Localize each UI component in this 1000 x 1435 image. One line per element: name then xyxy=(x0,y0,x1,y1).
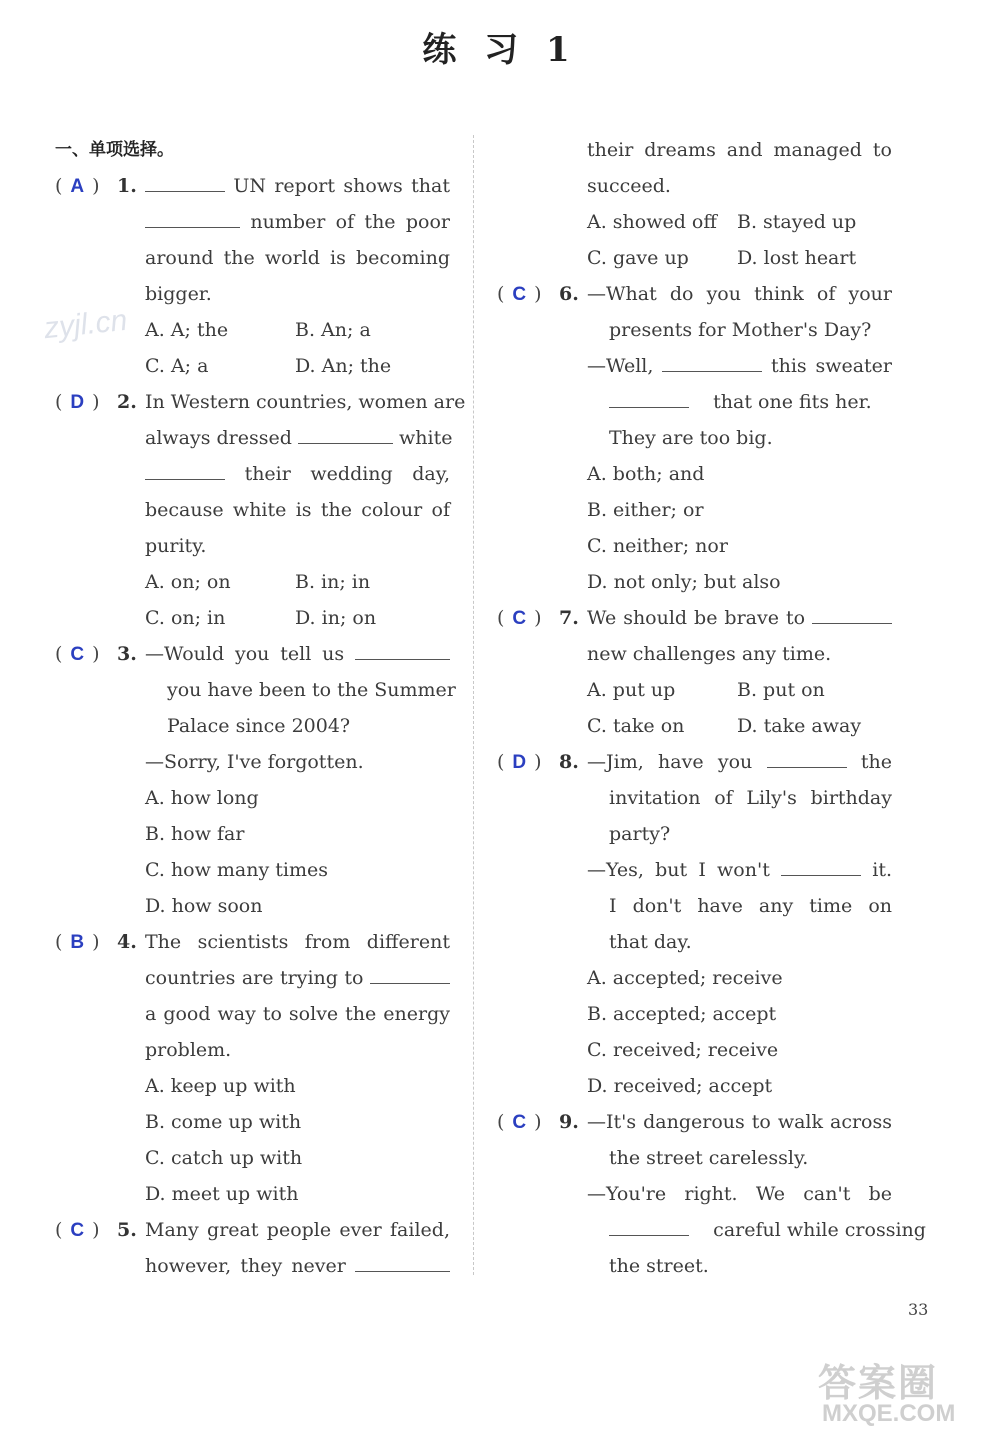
answer-bracket: ( C ) xyxy=(55,1219,100,1241)
question-text: invitation of Lily's birthday xyxy=(609,787,892,809)
question-9 xyxy=(497,1104,897,1140)
right-column xyxy=(497,132,926,1284)
question-text: around the world is becoming xyxy=(145,247,450,269)
option: C. received; receive xyxy=(587,1039,779,1061)
answer-4: B xyxy=(70,932,85,953)
answer-bracket: ( C ) xyxy=(497,283,542,305)
blank xyxy=(767,766,847,768)
blank xyxy=(609,406,689,408)
question-text: —Well, xyxy=(587,355,654,377)
option: C. catch up with xyxy=(145,1147,303,1169)
option: B. how far xyxy=(145,823,245,845)
question-text: white xyxy=(399,427,453,449)
answer-2: D xyxy=(70,392,85,413)
answer-bracket: ( B ) xyxy=(55,931,100,953)
question-number: 7. xyxy=(559,607,579,629)
answer-bracket: ( D ) xyxy=(55,391,100,413)
question-3 xyxy=(55,636,455,672)
question-text: —Jim, have you xyxy=(587,751,753,773)
question-2 xyxy=(55,384,466,420)
question-text: We should be brave to xyxy=(587,607,806,629)
answer-7: C xyxy=(512,608,527,629)
question-text: The scientists from different xyxy=(145,931,450,953)
left-column xyxy=(55,132,466,1284)
option: C. neither; nor xyxy=(587,535,728,557)
option: B. either; or xyxy=(587,499,704,521)
question-text: I don't have any time on xyxy=(609,895,892,917)
question-8 xyxy=(497,744,897,780)
question-text: problem. xyxy=(145,1039,232,1061)
question-text: that one fits her. xyxy=(713,391,872,413)
option: A. both; and xyxy=(587,463,705,485)
question-text: that day. xyxy=(609,931,692,953)
question-text: the street. xyxy=(609,1255,709,1277)
option: D. how soon xyxy=(145,895,263,917)
question-text: presents for Mother's Day? xyxy=(609,319,872,341)
answer-6: C xyxy=(512,284,527,305)
question-text: In Western countries, women are xyxy=(145,391,466,413)
answer-8: D xyxy=(512,752,527,773)
answer-3: C xyxy=(70,644,85,665)
blank xyxy=(355,658,450,660)
question-text: careful while crossing xyxy=(713,1219,926,1241)
question-text: —You're right. We can't be xyxy=(587,1183,892,1205)
question-text: bigger. xyxy=(145,283,212,305)
option: A. put up xyxy=(587,679,676,701)
question-text: —Yes, but I won't xyxy=(587,859,770,881)
answer-5: C xyxy=(70,1220,85,1241)
option: A. accepted; receive xyxy=(587,967,783,989)
question-text: countries are trying to xyxy=(145,967,364,989)
watermark-zyjl: zyjl.cn xyxy=(42,303,129,346)
answer-bracket: ( D ) xyxy=(497,751,542,773)
blank xyxy=(355,1270,450,1272)
question-text: always dressed xyxy=(145,427,292,449)
question-4 xyxy=(55,924,455,960)
question-text: however, they never xyxy=(145,1255,346,1277)
option: B. An; a xyxy=(295,319,371,341)
question-1 xyxy=(55,168,455,204)
question-text: their dreams and managed to xyxy=(587,139,892,161)
question-text: —Sorry, I've forgotten. xyxy=(145,751,364,773)
option: A. how long xyxy=(145,787,259,809)
question-text: —It's dangerous to walk across xyxy=(587,1111,892,1133)
option: D. not only; but also xyxy=(587,571,781,593)
option: D. received; accept xyxy=(587,1075,773,1097)
option: A. showed off xyxy=(587,211,717,233)
option: D. in; on xyxy=(295,607,377,629)
option: B. accepted; accept xyxy=(587,1003,777,1025)
blank xyxy=(609,1234,689,1236)
column-divider xyxy=(473,135,474,1275)
option: B. stayed up xyxy=(737,211,857,233)
question-7 xyxy=(497,600,897,636)
option: A. keep up with xyxy=(145,1075,296,1097)
answer-bracket: ( A ) xyxy=(55,175,100,197)
page-title: 练 习 1 xyxy=(422,30,578,70)
blank xyxy=(145,226,240,228)
option: C. on; in xyxy=(145,607,226,629)
question-text: the xyxy=(860,751,892,773)
answer-9: C xyxy=(512,1112,527,1133)
question-number: 5. xyxy=(117,1219,137,1241)
option: A. on; on xyxy=(145,571,231,593)
blank xyxy=(145,478,225,480)
question-text: it. xyxy=(872,859,893,881)
question-text: UN report shows that xyxy=(233,175,450,197)
question-text: number of the poor xyxy=(250,211,450,233)
question-text: a good way to solve the energy xyxy=(145,1003,450,1025)
question-text: —What do you think of your xyxy=(587,283,892,305)
watermark-logo: 答案圈 xyxy=(818,1361,939,1405)
question-text: you have been to the Summer xyxy=(167,679,456,701)
blank xyxy=(662,370,762,372)
question-text: new challenges any time. xyxy=(587,643,832,665)
option: C. A; a xyxy=(145,355,209,377)
question-text: succeed. xyxy=(587,175,671,197)
option: C. take on xyxy=(587,715,685,737)
question-5 xyxy=(55,1212,455,1248)
question-text: their wedding day, xyxy=(244,463,450,485)
option: D. meet up with xyxy=(145,1183,299,1205)
blank xyxy=(781,874,861,876)
option: D. take away xyxy=(737,715,862,737)
question-text: party? xyxy=(609,823,671,845)
question-text: Many great people ever failed, xyxy=(145,1219,450,1241)
page-number: 33 xyxy=(908,1300,929,1319)
option: D. lost heart xyxy=(737,247,857,269)
question-number: 2. xyxy=(117,391,137,413)
question-text: because white is the colour of xyxy=(145,499,450,521)
blank xyxy=(145,190,225,192)
question-number: 3. xyxy=(117,643,137,665)
question-text: the street carelessly. xyxy=(609,1147,809,1169)
question-text: They are too big. xyxy=(609,427,773,449)
question-number: 1. xyxy=(117,175,137,197)
answer-bracket: ( C ) xyxy=(55,643,100,665)
option: C. gave up xyxy=(587,247,689,269)
answer-bracket: ( C ) xyxy=(497,1111,542,1133)
blank xyxy=(812,622,892,624)
question-number: 4. xyxy=(117,931,137,953)
answer-1: A xyxy=(70,176,85,197)
option: B. come up with xyxy=(145,1111,302,1133)
question-number: 6. xyxy=(559,283,579,305)
answer-bracket: ( C ) xyxy=(497,607,542,629)
watermark-site: MXQE.COM xyxy=(822,1400,956,1427)
blank xyxy=(370,982,450,984)
option: B. put on xyxy=(737,679,825,701)
option: A. A; the xyxy=(145,319,229,341)
blank xyxy=(298,442,393,444)
question-number: 8. xyxy=(559,751,579,773)
question-6 xyxy=(497,276,897,312)
option: B. in; in xyxy=(295,571,371,593)
question-number: 9. xyxy=(559,1111,579,1133)
question-text: this sweater xyxy=(770,355,892,377)
question-text: purity. xyxy=(145,535,207,557)
option: D. An; the xyxy=(295,355,392,377)
question-text: Palace since 2004? xyxy=(167,715,351,737)
question-text: —Would you tell us xyxy=(145,643,345,665)
section-title: 一、单项选择。 xyxy=(55,140,174,160)
option: C. how many times xyxy=(145,859,328,881)
